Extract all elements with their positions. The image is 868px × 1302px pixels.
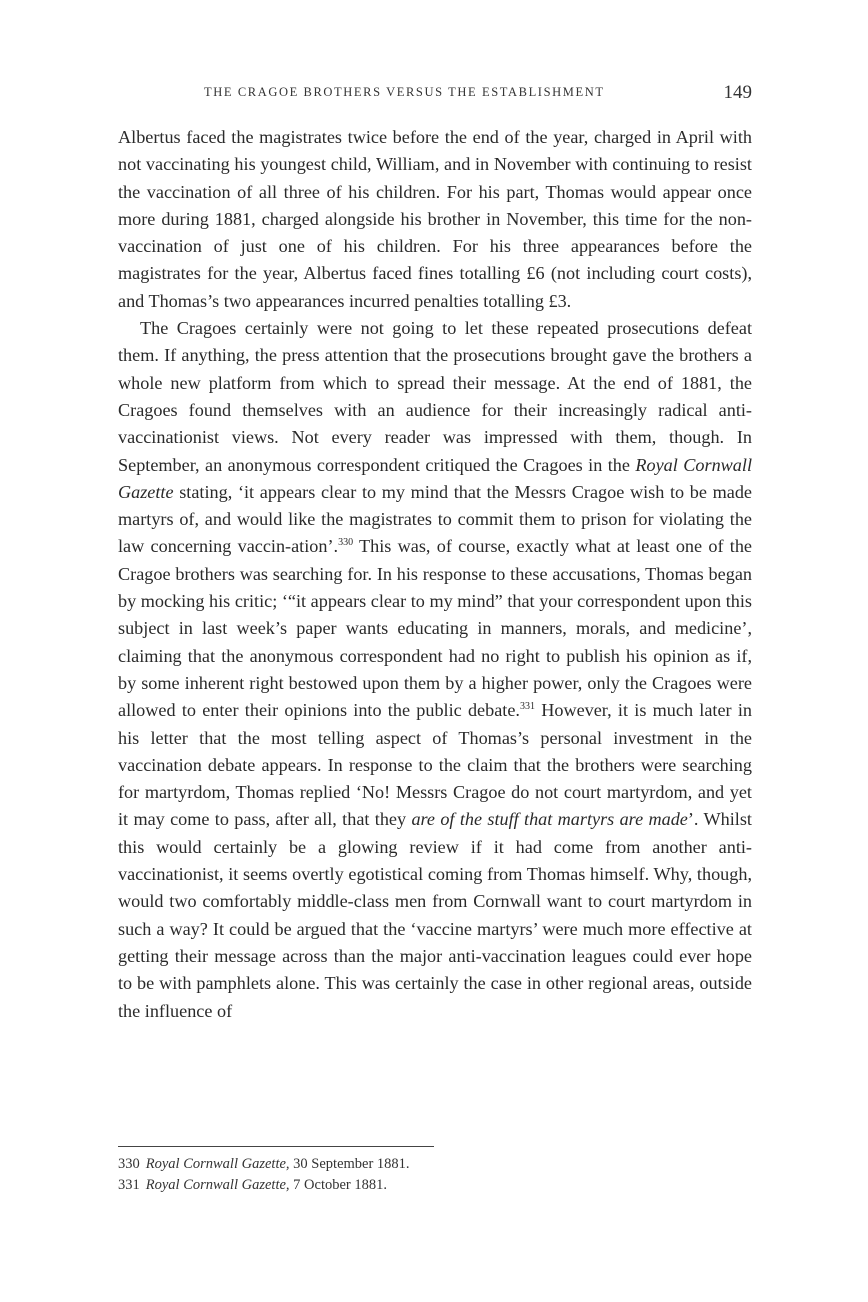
body-text	[118, 124, 752, 1025]
footnote-date: 7 October 1881.	[289, 1177, 387, 1193]
paragraph-text: This was, of course, exactly what at least one of the Cragoe brothers was searching for. In his response to these accusations, Thomas began by mocking his critic; ‘“it appears clear to my mind” that your correspondent upon this subject in last week’s paper wants educating in manners, morals, and medicine’, claiming that the anonymous correspondent had no right to publish his opinion as if, by some inherent right bestowed upon them by a higher power, only the Cragoes were allowed to enter their opinions into the public debate.	[118, 536, 753, 721]
footnote-number: 331	[118, 1177, 140, 1193]
footnote-source: Royal Cornwall Gazette,	[145, 1156, 290, 1172]
emphasized-quote: are of the stuff that martyrs are made	[411, 809, 688, 830]
paragraph-text: However, it is much later in his letter that the most telling aspect of Thomas’s personal investment in the vaccination debate appears. In response to the claim that the brothers were searching for martyrdom, Thomas replied ‘No! Messrs Cragoe do not court martyrdom, and yet it may come to pass, after all, that they	[118, 700, 752, 830]
footnote-ref-330[interactable]: 330	[338, 537, 354, 549]
newspaper-title: Royal Cornwall Gazette	[118, 454, 752, 502]
paragraph-text: Albertus faced the magistrates twice before the end of the year, charged in April with not vaccinating his youngest child, William, and in November with continuing to resist the vaccination of all three of his children. For his part, Thomas would appear once more during 1881, charged alongside his brother in November, this time for the non-vaccination of just one of his children. For his three appearances before the magistrates for the year, Albertus faced fines totalling £6 (not including court costs), and Thomas’s two appearances incurred penalties totalling £3.	[118, 127, 752, 311]
footnote-330	[118, 1154, 752, 1175]
paragraph-text: ’. Whilst this would certainly be a glowing review if it had come from another anti-vaccinationist, it seems overtly egotistical coming from Thomas himself. Why, though, would two comfortably middle-class men from Cornwall want to court martyrdom in such a way? It could be argued that the ‘vaccine martyrs’ were much more effective at getting their message across than the major anti-vaccination leagues could ever hope to be with pamphlets alone. This was certainly the case in other regional areas, outside the influence of	[118, 809, 752, 1021]
page-number: 149	[723, 82, 752, 103]
paragraph-2	[118, 315, 752, 1025]
footnote-ref-331[interactable]: 331	[519, 701, 535, 713]
footnote-331	[118, 1175, 752, 1196]
paragraph-text: stating, ‘it appears clear to my mind that the Messrs Cragoe wish to be made martyrs of, and would like the magistrates to commit them to prison for violating the law concerning vaccin-ation’.	[118, 481, 752, 557]
running-title: THE CRAGOE BROTHERS VERSUS THE ESTABLISHMENT	[204, 85, 605, 99]
paragraph-1	[118, 124, 752, 315]
footnote-number: 330	[118, 1156, 140, 1172]
footnotes	[118, 1154, 752, 1196]
running-head	[118, 82, 752, 106]
footnote-divider	[118, 1146, 434, 1147]
footnote-source: Royal Cornwall Gazette,	[145, 1177, 290, 1193]
footnote-date: 30 September 1881.	[289, 1156, 410, 1172]
paragraph-text: The Cragoes certainly were not going to let these repeated prosecutions defeat them. If anything, the press attention that the prosecutions brought gave the brothers a whole new platform from which to spread their message. At the end of 1881, the Cragoes found themselves with an audience for their increasingly radical anti-vaccinationist views. Not every reader was impressed with them, though. In September, an anonymous correspondent critiqued the Cragoes in the	[118, 318, 752, 475]
